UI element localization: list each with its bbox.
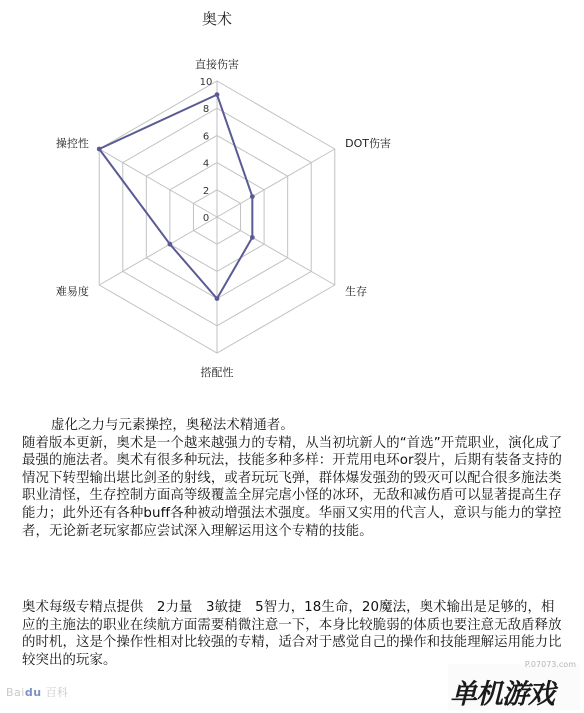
axis-label: 搭配性 xyxy=(200,366,234,379)
radar-axis-labels xyxy=(56,57,391,379)
spec-points-text: 奥术每级专精点提供 2力量 3敏捷 5智力，18生命，20魔法，奥术输出是足够的，相应的主施法的职业在续航方面需要稍微注意一下，本身比较脆弱的体质也要注意无敌盾释放的时机，这是个操作性相对比较强的专精，适合对于感觉自己的操作和技能理解运用能力比较突出的玩家。 xyxy=(22,600,562,668)
baidu-text: Bai xyxy=(6,686,25,699)
tick-label: 6 xyxy=(202,131,210,143)
axis-label: 难易度 xyxy=(55,285,89,298)
data-point-0 xyxy=(215,92,220,97)
radar-series xyxy=(97,92,255,301)
axis-spoke-2 xyxy=(217,217,335,285)
axis-label: 操控性 xyxy=(55,137,89,150)
tick-label: 2 xyxy=(202,185,210,197)
description-lead: 虚化之力与元素操控，奥秘法术精通者。 xyxy=(51,418,294,433)
axis-spoke-1 xyxy=(217,149,335,217)
data-point-2 xyxy=(250,235,255,240)
spec-points-paragraph xyxy=(22,599,567,669)
logo-text: 单机游戏 xyxy=(450,679,554,710)
data-point-5 xyxy=(97,147,102,152)
site-logo xyxy=(448,660,580,710)
description-body: 随着版本更新，奥术是一个越来越强力的专精，从当初坑新人的“首选”开荒职业，演化成了最强的施法者。奥术有很多种玩法，技能多种多样：开荒用电环or裂片，后期有装备支持的情况下转型输出堪比剑圣的射线，或者玩玩飞弹，群体爆发强劲的毁灭可以配合很多施法类职业清怪，生存控制方面高等级覆盖全屏完虐小怪的冰环，无敌和减伤盾可以显著提高生存能力；此外还有各种buff各种被动增强法术强度。华丽又实用的代言人，意识与能力的掌控者，无论新老玩家都应尝试深入理解运用这个专精的技能。 xyxy=(22,435,563,539)
baidu-baike-watermark xyxy=(6,684,69,700)
baike-text: 百科 xyxy=(45,686,69,699)
tick-label: 0 xyxy=(202,213,210,224)
tick-label: 8 xyxy=(202,104,210,116)
tick-label: 10 xyxy=(199,77,213,88)
axis-label: DOT伤害 xyxy=(345,137,392,150)
tick-label: 4 xyxy=(202,158,210,170)
class-description xyxy=(22,417,567,540)
data-point-4 xyxy=(167,242,172,247)
data-point-3 xyxy=(215,296,220,301)
radar-grid xyxy=(99,81,335,353)
chart-title: 奥术 xyxy=(201,10,233,28)
axis-spoke-5 xyxy=(99,149,217,217)
axis-label: 直接伤害 xyxy=(195,58,239,71)
axis-label: 生存 xyxy=(345,285,368,298)
baidu-paw-icon: du xyxy=(24,686,42,699)
site-url: P.07073.com xyxy=(524,660,576,669)
data-point-1 xyxy=(250,194,255,199)
